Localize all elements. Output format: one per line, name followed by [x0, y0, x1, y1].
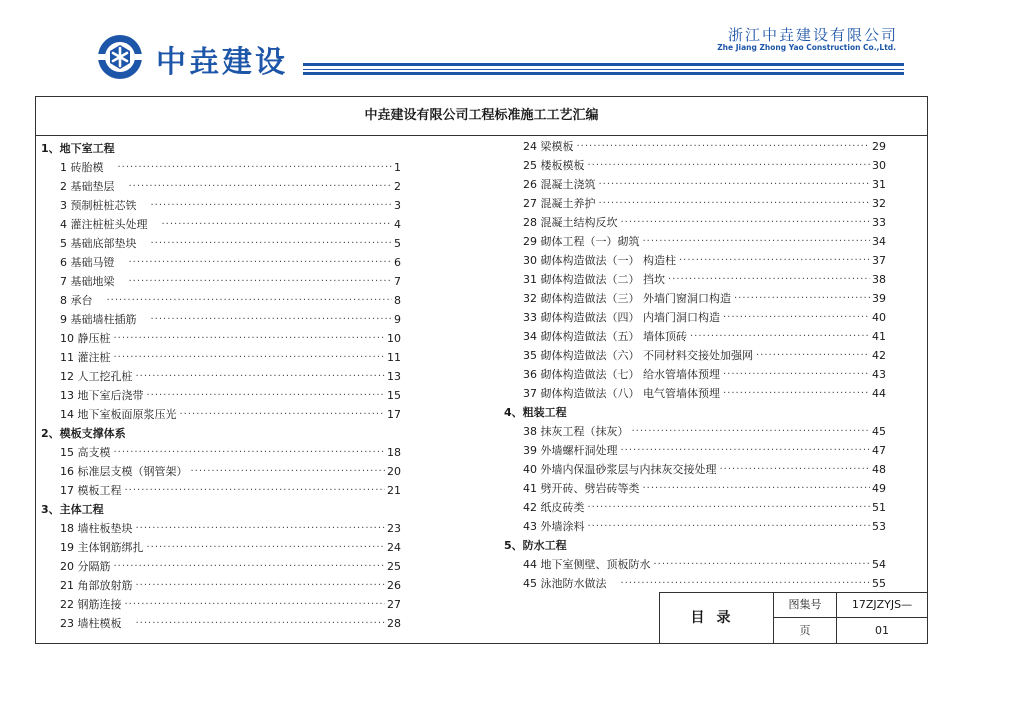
- toc-leader-dots: [136, 576, 386, 595]
- toc-entry-label: 33 砌体构造做法（四） 内墙门洞口构造: [523, 311, 720, 324]
- toc-leader-dots: [151, 310, 393, 329]
- page-label: 页: [774, 618, 837, 643]
- title-block: [659, 592, 927, 643]
- toc-entry-page: 39: [872, 292, 886, 305]
- toc-entry[interactable]: [504, 498, 886, 517]
- toc-entry[interactable]: [41, 272, 401, 291]
- toc-entry-page: 25: [387, 560, 401, 573]
- toc-entry-label: 37 砌体构造做法（八） 电气管墙体预埋: [523, 387, 720, 400]
- toc-section-heading: 1、地下室工程: [41, 142, 115, 155]
- atlas-number-value: 17ZJZYJS—: [837, 593, 927, 618]
- toc-entry-label: 9 基础墙柱插筋: [60, 313, 137, 326]
- toc-leader-dots: [690, 327, 870, 346]
- toc-entry[interactable]: [504, 270, 886, 289]
- toc-entry[interactable]: [41, 367, 401, 386]
- toc-entry-label: 13 地下室后浇带: [60, 389, 144, 402]
- toc-entry-page: 28: [387, 617, 401, 630]
- toc-leader-dots: [654, 555, 871, 574]
- toc-entry-label: 15 高支模: [60, 446, 111, 459]
- toc-section-heading: 3、主体工程: [41, 503, 104, 516]
- header-rule: [303, 63, 904, 66]
- toc-entry[interactable]: [504, 289, 886, 308]
- toc-entry-label: 36 砌体构造做法（七） 给水管墙体预埋: [523, 368, 720, 381]
- company-logo-icon: [96, 33, 144, 81]
- toc-entry-label: 43 外墙涂料: [523, 520, 585, 533]
- toc-entry-label: 35 砌体构造做法（六） 不同材料交接处加强网: [523, 349, 753, 362]
- toc-entry-page: 4: [394, 218, 401, 231]
- toc-entry-page: 48: [872, 463, 886, 476]
- toc-entry[interactable]: [41, 310, 401, 329]
- toc-entry-page: 23: [387, 522, 401, 535]
- toc-entry-page: 47: [872, 444, 886, 457]
- page-number: 01: [875, 624, 889, 637]
- toc-entry-page: 11: [387, 351, 401, 364]
- toc-leader-dots: [756, 346, 870, 365]
- toc-section-heading: 2、模板支撑体系: [41, 427, 126, 440]
- atlas-number-label: 图集号: [774, 593, 837, 618]
- toc-entry-label: 8 承台: [60, 294, 93, 307]
- toc-leader-dots: [107, 291, 393, 310]
- toc-entry[interactable]: [41, 177, 401, 196]
- toc-leader-dots: [588, 498, 871, 517]
- toc-leader-dots: [129, 253, 393, 272]
- toc-entry-page: 2: [394, 180, 401, 193]
- toc-entry-page: 9: [394, 313, 401, 326]
- toc-entry-label: 20 分隔筋: [60, 560, 111, 573]
- toc-entry-page: 29: [872, 140, 886, 153]
- toc-leader-dots: [129, 177, 393, 196]
- toc-entry-page: 54: [872, 558, 886, 571]
- toc-entry-page: 45: [872, 425, 886, 438]
- toc-entry[interactable]: [41, 538, 401, 557]
- toc-entry-label: 21 角部放射筋: [60, 579, 133, 592]
- toc-entry-label: 32 砌体构造做法（三） 外墙门窗洞口构造: [523, 292, 731, 305]
- toc-entry-label: 28 混凝土结构反坎: [523, 216, 618, 229]
- toc-leader-dots: [734, 289, 870, 308]
- toc-entry[interactable]: [504, 574, 886, 593]
- toc-entry-label: 2 基础垫层: [60, 180, 115, 193]
- toc-entry[interactable]: [504, 517, 886, 536]
- toc-entry[interactable]: [504, 479, 886, 498]
- toc-leader-dots: [621, 213, 871, 232]
- toc-leader-dots: [723, 365, 870, 384]
- toc-entry-page: 37: [872, 254, 886, 267]
- toc-entry-page: 15: [387, 389, 401, 402]
- toc-entry[interactable]: [504, 422, 886, 441]
- toc-leader-dots: [129, 272, 393, 291]
- toc-entry-label: 38 抹灰工程（抹灰）: [523, 425, 629, 438]
- toc-right-column: [504, 137, 886, 593]
- toc-leader-dots: [114, 557, 386, 576]
- toc-leader-dots: [643, 479, 871, 498]
- toc-entry[interactable]: [41, 462, 401, 481]
- toc-entry-label: 17 模板工程: [60, 484, 122, 497]
- toc-entry[interactable]: [41, 576, 401, 595]
- toc-entry[interactable]: [41, 158, 401, 177]
- toc-leader-dots: [679, 251, 870, 270]
- toc-entry-label: 5 基础底部垫块: [60, 237, 137, 250]
- toc-leader-dots: [668, 270, 870, 289]
- toc-entry[interactable]: [504, 194, 886, 213]
- toc-entry-label: 4 灌注桩桩头处理: [60, 218, 148, 231]
- toc-leader-dots: [147, 538, 386, 557]
- toc-entry-page: 21: [387, 484, 401, 497]
- toc-entry[interactable]: [41, 234, 401, 253]
- toc-entry[interactable]: [41, 557, 401, 576]
- company-name-en: Zhe Jiang Zhong Yao Construction Co.,Ltd.: [717, 43, 896, 52]
- toc-entry-page: 13: [387, 370, 401, 383]
- toc-entry-label: 1 砖胎模: [60, 161, 104, 174]
- toc-entry-label: 3 预制桩桩芯铁: [60, 199, 137, 212]
- toc-entry-label: 16 标准层支模（钢管架）: [60, 465, 188, 478]
- toc-entry[interactable]: [41, 348, 401, 367]
- toc-leader-dots: [125, 481, 386, 500]
- toc-entry[interactable]: [504, 251, 886, 270]
- toc-entry-label: 7 基础地梁: [60, 275, 115, 288]
- toc-leader-dots: [180, 405, 386, 424]
- toc-entry[interactable]: [504, 384, 886, 403]
- toc-entry-label: 29 砌体工程（一）砌筑: [523, 235, 640, 248]
- toc-entry-label: 12 人工挖孔桩: [60, 370, 133, 383]
- toc-entry-label: 30 砌体构造做法（一） 构造柱: [523, 254, 676, 267]
- toc-entry-label: 41 劈开砖、劈岩砖等类: [523, 482, 640, 495]
- toc-entry[interactable]: [504, 555, 886, 574]
- toc-leader-dots: [151, 196, 393, 215]
- toc-frame: [35, 96, 928, 644]
- toc-entry[interactable]: [504, 175, 886, 194]
- toc-entry-page: 49: [872, 482, 886, 495]
- toc-entry-label: 31 砌体构造做法（二） 挡坎: [523, 273, 665, 286]
- toc-leader-dots: [114, 443, 386, 462]
- toc-entry-page: 24: [387, 541, 401, 554]
- toc-entry[interactable]: [41, 215, 401, 234]
- toc-leader-dots: [136, 367, 386, 386]
- toc-leader-dots: [643, 232, 871, 251]
- toc-entry-page: 33: [872, 216, 886, 229]
- toc-entry[interactable]: [41, 405, 401, 424]
- toc-section-heading: 4、粗装工程: [504, 406, 567, 419]
- toc-entry-page: 18: [387, 446, 401, 459]
- toc-entry-label: 19 主体钢筋绑扎: [60, 541, 144, 554]
- toc-entry[interactable]: [504, 156, 886, 175]
- toc-entry-label: 6 基础马镫: [60, 256, 115, 269]
- toc-leader-dots: [114, 329, 386, 348]
- toc-leader-dots: [162, 215, 393, 234]
- toc-entry-page: 1: [394, 161, 401, 174]
- toc-entry-page: 26: [387, 579, 401, 592]
- toc-entry-page: 44: [872, 387, 886, 400]
- toc-entry-label: 25 楼板模板: [523, 159, 585, 172]
- toc-entry-page: 31: [872, 178, 886, 191]
- toc-entry-page: 42: [872, 349, 886, 362]
- toc-entry[interactable]: [504, 137, 886, 156]
- toc-entry-label: 23 墙柱模板: [60, 617, 122, 630]
- toc-entry-label: 34 砌体构造做法（五） 墙体顶砖: [523, 330, 687, 343]
- toc-entry-page: 43: [872, 368, 886, 381]
- header-rule: [303, 72, 904, 75]
- toc-entry-label: 24 梁模板: [523, 140, 574, 153]
- toc-entry-page: 6: [394, 256, 401, 269]
- toc-leader-dots: [136, 519, 386, 538]
- toc-entry-page: 34: [872, 235, 886, 248]
- toc-entry-page: 40: [872, 311, 886, 324]
- toc-entry-page: 8: [394, 294, 401, 307]
- document-title: 中垚建设有限公司工程标准施工工艺汇编: [36, 97, 927, 136]
- toc-leader-dots: [588, 517, 871, 536]
- toc-entry-label: 40 外墙内保温砂浆层与内抹灰交接处理: [523, 463, 717, 476]
- toc-entry-label: 10 静压桩: [60, 332, 111, 345]
- toc-entry-label: 18 墙柱板垫块: [60, 522, 133, 535]
- toc-entry[interactable]: [504, 213, 886, 232]
- toc-entry-page: 7: [394, 275, 401, 288]
- toc-entry[interactable]: [41, 253, 401, 272]
- toc-entry-label: 27 混凝土养护: [523, 197, 596, 210]
- toc-leader-dots: [599, 175, 871, 194]
- toc-entry[interactable]: [41, 329, 401, 348]
- toc-leader-dots: [621, 574, 871, 593]
- toc-left-column: [41, 139, 401, 633]
- toc-entry-label: 22 钢筋连接: [60, 598, 122, 611]
- toc-entry-page: 55: [872, 577, 886, 590]
- toc-leader-dots: [191, 462, 386, 481]
- toc-leader-dots: [621, 441, 871, 460]
- toc-leader-dots: [588, 156, 871, 175]
- toc-entry[interactable]: [504, 308, 886, 327]
- toc-entry-page: 38: [872, 273, 886, 286]
- toc-entry[interactable]: [41, 481, 401, 500]
- toc-leader-dots: [723, 308, 870, 327]
- toc-leader-dots: [151, 234, 393, 253]
- toc-entry[interactable]: [41, 519, 401, 538]
- toc-entry-page: 41: [872, 330, 886, 343]
- title-block-heading: 目录: [660, 593, 774, 643]
- toc-entry-page: 27: [387, 598, 401, 611]
- toc-entry-page: 32: [872, 197, 886, 210]
- toc-leader-dots: [118, 158, 393, 177]
- toc-entry[interactable]: [504, 327, 886, 346]
- toc-entry[interactable]: [41, 595, 401, 614]
- toc-entry-page: 10: [387, 332, 401, 345]
- toc-entry-label: 44 地下室侧壁、顶板防水: [523, 558, 651, 571]
- toc-section-heading: 5、防水工程: [504, 539, 567, 552]
- toc-entry-page: 51: [872, 501, 886, 514]
- toc-entry[interactable]: [504, 346, 886, 365]
- toc-entry[interactable]: [41, 443, 401, 462]
- toc-entry-page: 53: [872, 520, 886, 533]
- toc-entry[interactable]: [504, 232, 886, 251]
- header-rule: [303, 69, 904, 70]
- toc-entry[interactable]: [41, 291, 401, 310]
- toc-leader-dots: [147, 386, 386, 405]
- toc-entry[interactable]: [504, 460, 886, 479]
- toc-entry[interactable]: [41, 386, 401, 405]
- toc-entry[interactable]: [504, 441, 886, 460]
- toc-leader-dots: [136, 614, 386, 633]
- toc-entry-page: 5: [394, 237, 401, 250]
- toc-leader-dots: [125, 595, 386, 614]
- logo-text: 中垚建设: [156, 45, 288, 80]
- toc-entry-label: 42 纸皮砖类: [523, 501, 585, 514]
- toc-entry-label: 45 泳池防水做法: [523, 577, 607, 590]
- toc-entry[interactable]: [41, 614, 401, 633]
- toc-entry-label: 39 外墙螺杆洞处理: [523, 444, 618, 457]
- toc-leader-dots: [723, 384, 870, 403]
- toc-entry-page: 3: [394, 199, 401, 212]
- toc-entry-page: 20: [387, 465, 401, 478]
- toc-entry-label: 26 混凝土浇筑: [523, 178, 596, 191]
- toc-leader-dots: [720, 460, 871, 479]
- toc-leader-dots: [599, 194, 871, 213]
- company-name-cn: 浙江中垚建设有限公司: [727, 26, 898, 44]
- toc-leader-dots: [577, 137, 871, 156]
- toc-entry-page: 30: [872, 159, 886, 172]
- toc-entry-label: 11 灌注桩: [60, 351, 111, 364]
- toc-entry[interactable]: [41, 196, 401, 215]
- toc-entry-page: 17: [387, 408, 401, 421]
- toc-leader-dots: [632, 422, 871, 441]
- toc-entry-label: 14 地下室板面原浆压光: [60, 408, 177, 421]
- toc-entry[interactable]: [504, 365, 886, 384]
- toc-leader-dots: [114, 348, 386, 367]
